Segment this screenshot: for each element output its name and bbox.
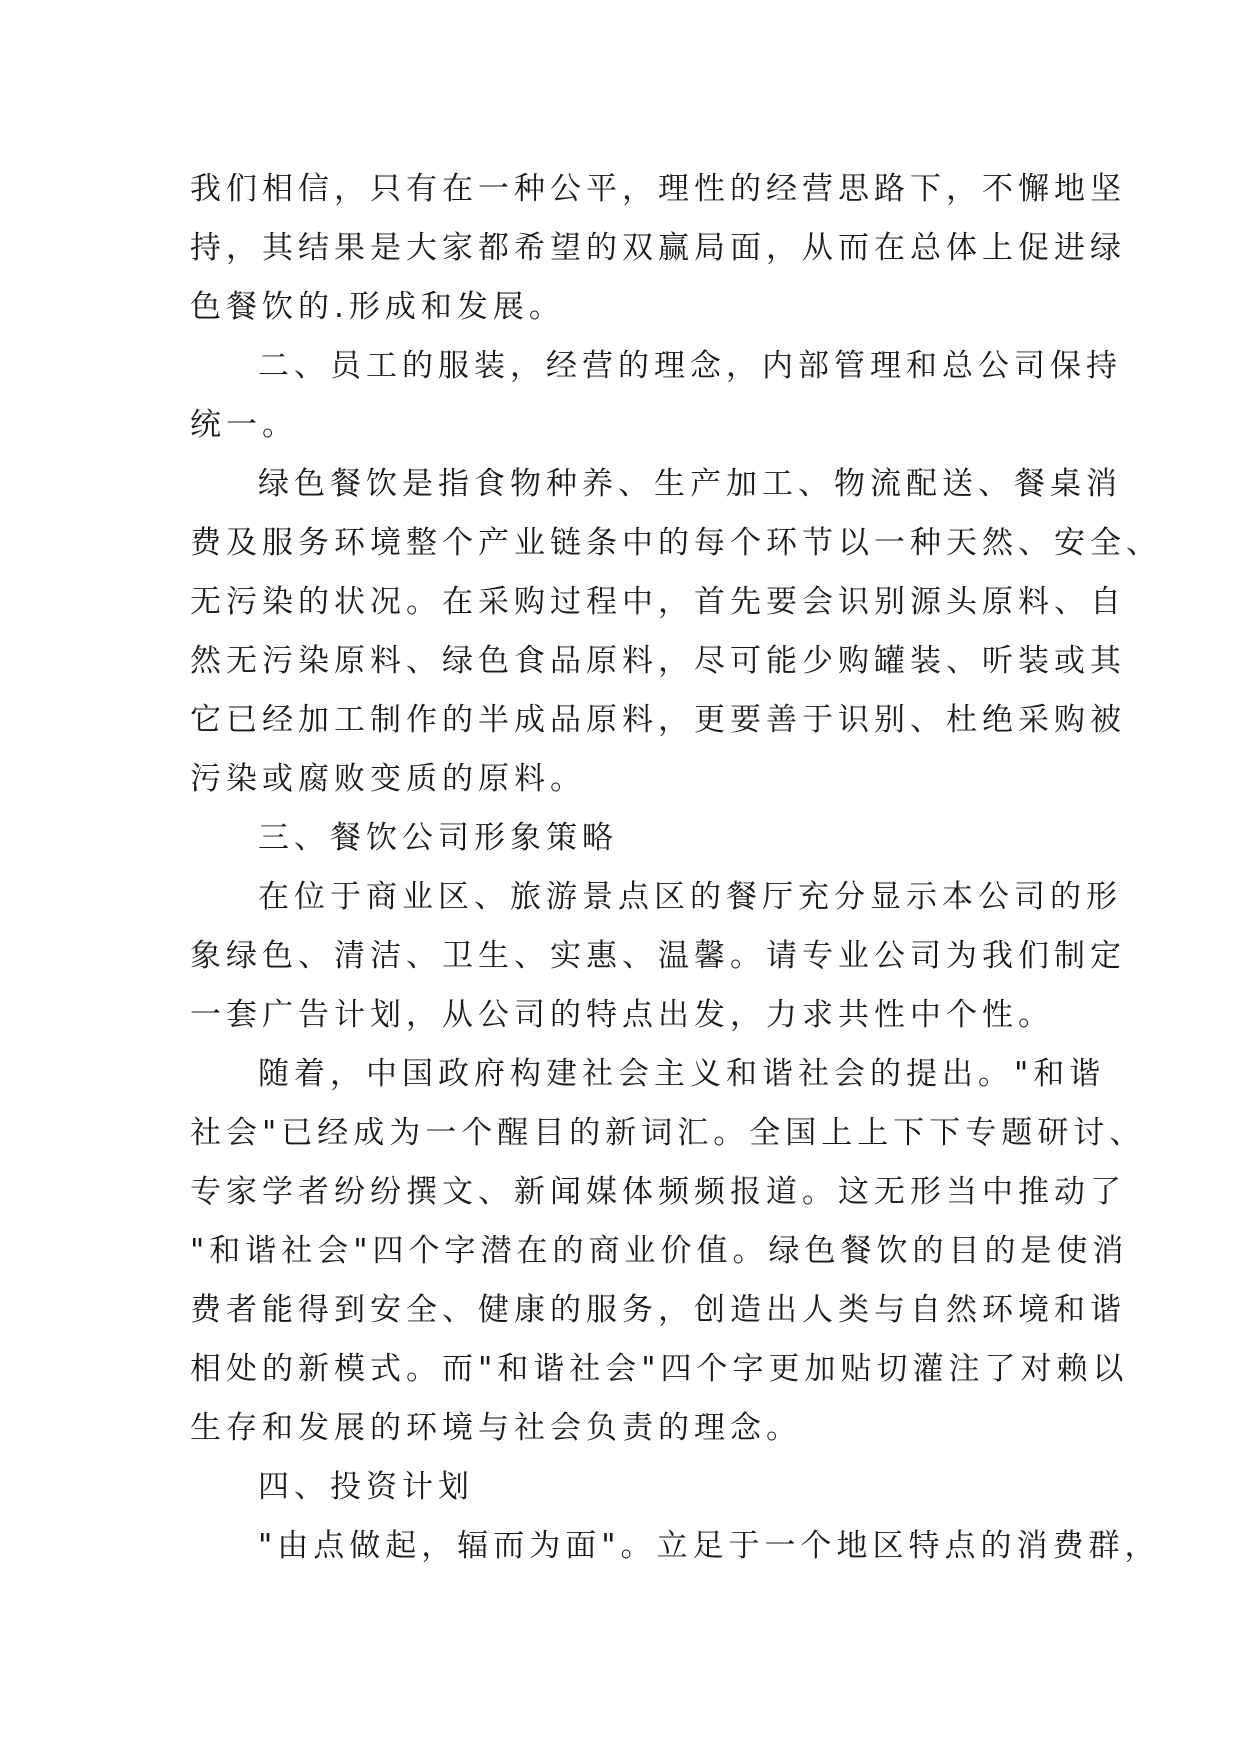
text-line: "由点做起，辐而为面"。立足于一个地区特点的消费群， xyxy=(258,1528,1161,1564)
text-line: 象绿色、清洁、卫生、实惠、温馨。请专业公司为我们制定 xyxy=(190,938,1126,974)
text-line: 生存和发展的环境与社会负责的理念。 xyxy=(190,1410,802,1446)
text-line: 绿色餐饮是指食物种养、生产加工、物流配送、餐桌消 xyxy=(258,466,1122,502)
text-line: 随着，中国政府构建社会主义和谐社会的提出。"和谐 xyxy=(258,1056,1106,1092)
text-line: 一套广告计划，从公司的特点出发，力求共性中个性。 xyxy=(190,997,1054,1033)
text-line: 无污染的状况。在采购过程中，首先要会识别源头原料、自 xyxy=(190,584,1126,620)
text-line: 社会"已经成为一个醒目的新词汇。全国上上下下专题研讨、 xyxy=(190,1115,1146,1151)
section-heading: 二、员工的服装，经营的理念，内部管理和总公司保持 xyxy=(258,348,1122,384)
text-line: 在位于商业区、旅游景点区的餐厅充分显示本公司的形 xyxy=(258,879,1122,915)
document-body xyxy=(190,160,1162,1576)
text-line: 费者能得到安全、健康的服务，创造出人类与自然环境和谐 xyxy=(190,1292,1126,1328)
text-line: 污染或腐败变质的原料。 xyxy=(190,761,586,797)
text-line: 统一。 xyxy=(190,407,298,443)
text-line: 相处的新模式。而"和谐社会"四个字更加贴切灌注了对赖以 xyxy=(190,1351,1129,1387)
section-heading: 三、餐饮公司形象策略 xyxy=(258,820,618,856)
text-line: 费及服务环境整个产业链条中的每个环节以一种天然、安全、 xyxy=(190,525,1162,561)
text-line: 我们相信，只有在一种公平，理性的经营思路下，不懈地坚 xyxy=(190,171,1126,207)
text-line: "和谐社会"四个字潜在的商业价值。绿色餐饮的目的是使消 xyxy=(190,1233,1129,1269)
text-line: 它已经加工制作的半成品原料，更要善于识别、杜绝采购被 xyxy=(190,702,1126,738)
text-line: 专家学者纷纷撰文、新闻媒体频频报道。这无形当中推动了 xyxy=(190,1174,1126,1210)
text-line: 然无污染原料、绿色食品原料，尽可能少购罐装、听装或其 xyxy=(190,643,1126,679)
text-line: 持，其结果是大家都希望的双赢局面，从而在总体上促进绿 xyxy=(190,230,1126,266)
text-line: 色餐饮的.形成和发展。 xyxy=(190,289,565,325)
section-heading: 四、投资计划 xyxy=(258,1469,474,1505)
